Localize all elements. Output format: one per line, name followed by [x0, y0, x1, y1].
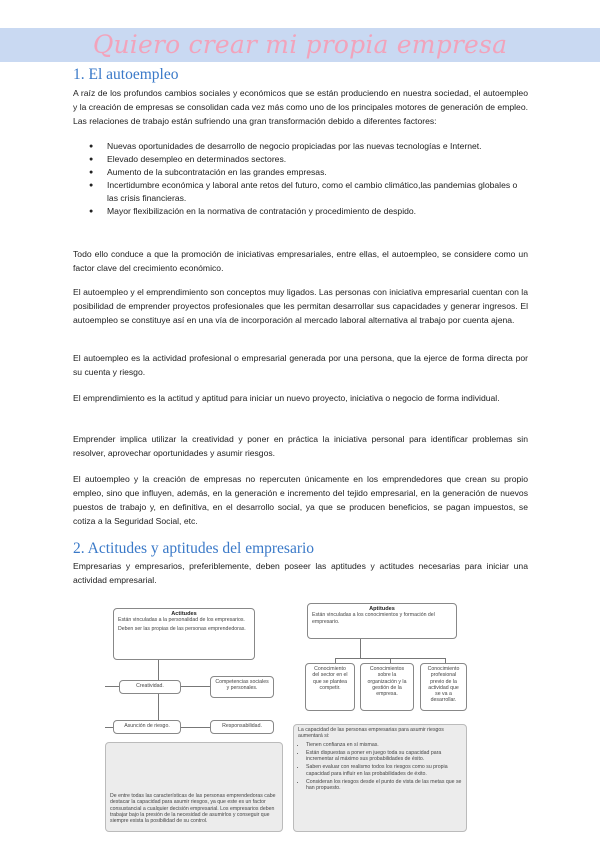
- paragraph-promocion: Todo ello conduce a que la promoción de iniciativas empresariales, entre ellas, el autoempleo, se considere como un factor clave del crecimiento económico.: [73, 249, 528, 273]
- paragraph-emprender: Emprender implica utilizar la creatividad y poner en práctica la iniciativa personal para identificar problemas sin resolver, aprovechar oportunidades y asumir riesgos.: [73, 434, 528, 458]
- actitudes-title: Actitudes: [171, 611, 197, 617]
- aptitudes-detail-intro: La capacidad de las personas empresarias para asumir riesgos aumentará si:: [298, 727, 444, 740]
- actitudes-box: [113, 608, 255, 660]
- factor-item: ● Aumento de la subcontratación en las grandes empresas.: [73, 166, 528, 179]
- apt-sector-box: Conocimiento del sector en el que se plantea competir.: [305, 663, 355, 711]
- responsabilidad-box: Responsabilidad.: [210, 720, 274, 734]
- paragraph-conceptos: El autoempleo y el emprendimiento son conceptos muy ligados. Las personas con iniciativa empresarial cuentan con la posibilidad de emprender proyectos profesionales que les permitan desarrollar sus capacidades y generar ingresos. El autoempleo se constituye así en una vía de incorporación al mercado laboral alternativa al trabajo por cuenta ajena.: [73, 287, 528, 325]
- actitudes-aptitudes-diagram: [105, 600, 467, 840]
- actitudes-detail-text: De entre todas las características de las personas emprendedoras cabe destacar la capacidad para asumir riesgos, ya que este es un factor consustancial a cualquier decisión empresarial. Los empresarios deben trabajar bajo la presión de la necesidad de asumirlos y conseguir que siempre exista la posibilidad de su control.: [110, 793, 276, 825]
- factors-list: [73, 140, 528, 218]
- riesgo-conditions-list: [298, 742, 462, 792]
- apt-organizacion-box: Conocimientos sobre la organización y la gestión de la empresa.: [360, 663, 414, 711]
- paragraph-repercusion: El autoempleo y la creación de empresas no repercuten únicamente en los emprendedores que crean su propio empleo, sino que influyen, además, en la generación e incremento del tejido empresarial, en la generación de nuevos puestos de trabajo y, en definitiva, en el desarrollo social, ya que se producen beneficios, se pagan impuestos, se cotiza a la Seguridad Social, etc.: [73, 474, 528, 526]
- aptitudes-box: [307, 603, 457, 639]
- riesgo-condition: • Saben evaluar con realismo todos los riesgos como su propia capacidad para influir en las probabilidades de éxito.: [306, 764, 462, 777]
- actitudes-text-1: Están vinculadas a la personalidad de los empresarios.: [118, 617, 245, 624]
- aptitudes-text: Están vinculadas a los conocimientos y formación del empresario.: [312, 612, 435, 625]
- apt-profesional-box: Conocimiento profesional previo de la actividad que se va a desarrollar.: [420, 663, 467, 711]
- document-title: Quiero crear mi propia empresa: [92, 30, 508, 59]
- riesgo-condition: • Están dispuestas a poner en juego toda su capacidad para incrementar al máximo sus probabilidades de éxito.: [306, 750, 462, 763]
- factor-item: ● Elevado desempleo en determinados sectores.: [73, 153, 528, 166]
- factor-item: ● Incertidumbre económica y laboral ante retos del futuro, como el cambio climático,las pandemias globales o las crisis financieras.: [73, 179, 528, 205]
- riesgo-condition: • Consideran los riesgos desde el punto de vista de las metas que se han propuesto.: [306, 779, 462, 792]
- aptitudes-detail-box: [293, 724, 467, 832]
- factor-item: ● Mayor flexibilización en la normativa de contratación y procedimiento de despido.: [73, 205, 528, 218]
- paragraph-def-emprendimiento: El emprendimiento es la actitud y aptitud para iniciar un nuevo proyecto, iniciativa o negocio de forma individual.: [73, 393, 500, 403]
- riesgo-condition: • Tienen confianza en sí mismas.: [306, 742, 462, 748]
- section-1-heading: 1. El autoempleo: [73, 66, 179, 83]
- aptitudes-title: Aptitudes: [369, 606, 395, 612]
- actitudes-detail-box: [105, 742, 283, 832]
- section-1-intro: A raíz de los profundos cambios sociales y económicos que se están produciendo en nuestra sociedad, el autoempleo y la creación de empresas se consolidan cada vez más como uno de los principales motores de generación de empleo. Las relaciones de trabajo están sufriendo una gran transformación debido a diferentes factores:: [73, 88, 528, 126]
- creatividad-box: Creatividad.: [119, 680, 181, 694]
- asuncion-riesgo-box: Asunción de riesgo.: [113, 720, 181, 734]
- actitudes-text-2: Deben ser las propias de las personas emprendedoras.: [118, 625, 246, 632]
- section-2-heading: 2. Actitudes y aptitudes del empresario: [73, 540, 315, 557]
- paragraph-def-autoempleo: El autoempleo es la actividad profesional o empresarial generada por una persona, que la ejerce de forma directa por su cuenta y riesgo.: [73, 353, 528, 377]
- competencias-box: Competencias sociales y personales.: [210, 676, 274, 698]
- factor-item: ● Nuevas oportunidades de desarrollo de negocio propiciadas por las nuevas tecnologías e Internet.: [73, 140, 528, 153]
- section-2-intro: Empresarias y empresarios, preferiblemente, deben poseer las aptitudes y actitudes necesarias para iniciar una actividad empresarial.: [73, 561, 528, 585]
